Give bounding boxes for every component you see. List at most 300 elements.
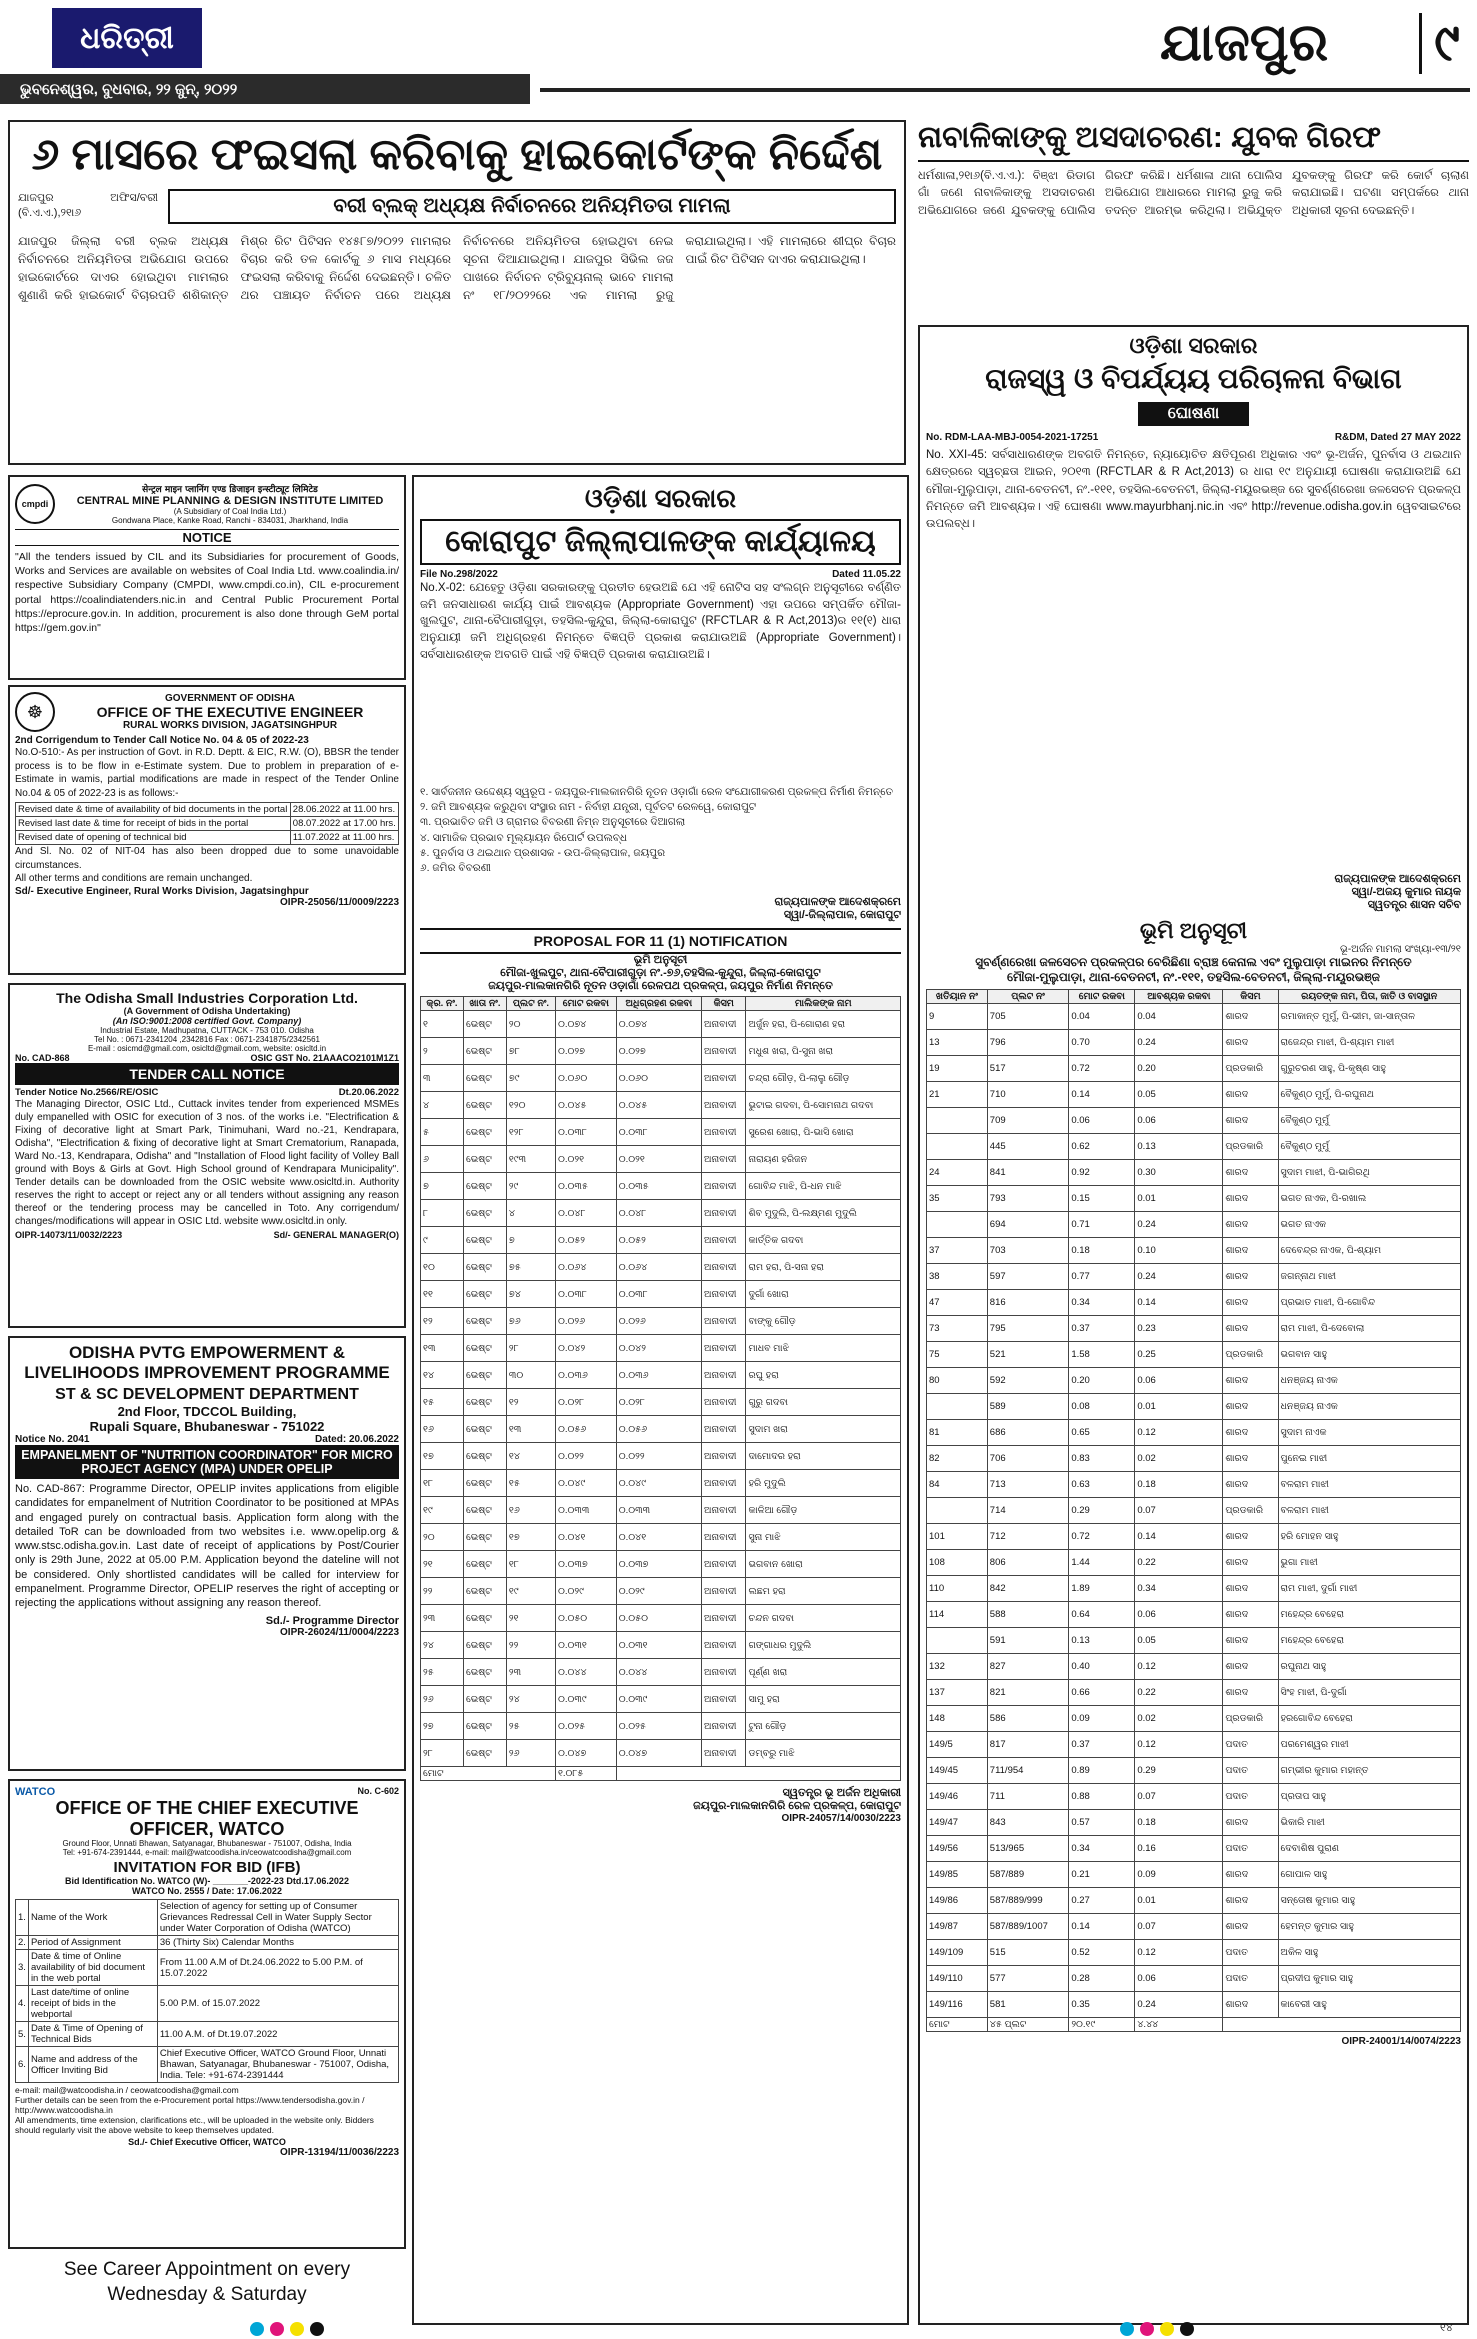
table-cell: 0.10 bbox=[1135, 1238, 1223, 1264]
table-row bbox=[927, 1394, 1461, 1420]
table-cell: ଭେଷ୍ଟ bbox=[463, 1065, 506, 1092]
watco-cell: 5.00 P.M. of 15.07.2022 bbox=[157, 1986, 398, 2022]
koraput-points bbox=[420, 785, 901, 876]
koraput-sign2: ସ୍ୱା/-ଜିଲ୍ଲାପାଳ, କୋରାପୁଟ bbox=[783, 909, 901, 922]
koraput-office: କୋରାପୁଟ ଜିଲ୍ଲାପାଳଙ୍କ କାର୍ଯ୍ୟାଳୟ bbox=[420, 519, 901, 565]
table-cell: 38 bbox=[927, 1264, 988, 1290]
table-cell: ଲଛମ ହରା bbox=[746, 1578, 901, 1605]
watco-addr: Ground Floor, Unnati Bhawan, Satyanagar, Bhubaneswar - 751007, Odisha, India bbox=[62, 1839, 352, 1849]
table-cell: ଅନାବାଦୀ bbox=[702, 1578, 746, 1605]
table-cell: ଭେଷ୍ଟ bbox=[463, 1713, 506, 1740]
table-cell: 589 bbox=[987, 1394, 1069, 1420]
table-cell: 149/109 bbox=[927, 1940, 988, 1966]
table-cell: ପଦାତ bbox=[1223, 1732, 1278, 1758]
table-cell: ବଳରାମ ମାଝୀ bbox=[1278, 1498, 1461, 1524]
table-row bbox=[421, 1011, 901, 1038]
black-dot bbox=[1180, 2322, 1194, 2336]
table-cell: ଭେଷ୍ଟ bbox=[463, 1497, 506, 1524]
table-row bbox=[421, 1173, 901, 1200]
table-cell: କାର୍ତ୍ତିକ ଗଦବା bbox=[746, 1227, 901, 1254]
revenue-col-header: ପ୍ଲଟ ନଂ bbox=[987, 990, 1069, 1004]
table-row bbox=[927, 1030, 1461, 1056]
table-cell: ଗୋପାଳ ସାହୁ bbox=[1278, 1862, 1461, 1888]
table-cell: ୦.୦୨୫ bbox=[616, 1713, 701, 1740]
watco-row bbox=[16, 1986, 399, 2022]
opelip-addr1: 2nd Floor, TDCCOL Building, bbox=[117, 1404, 297, 1419]
osic-date: Dt.20.06.2022 bbox=[338, 1087, 399, 1098]
table-cell: ୨୧ bbox=[506, 1605, 555, 1632]
koraput-dated: Dated 11.05.22 bbox=[832, 569, 901, 580]
table-cell: 521 bbox=[987, 1342, 1069, 1368]
table-cell: 0.21 bbox=[1069, 1862, 1135, 1888]
cmpdi-title: CENTRAL MINE PLANNING & DESIGN INSTITUTE LIMITED bbox=[76, 495, 384, 507]
table-cell: ୨୨ bbox=[506, 1632, 555, 1659]
table-cell: ୭୬ bbox=[506, 1308, 555, 1335]
table-cell: 587/889/1007 bbox=[987, 1914, 1069, 1940]
table-row bbox=[927, 1420, 1461, 1446]
table-cell: 0.52 bbox=[1069, 1940, 1135, 1966]
table-cell: ୨୪ bbox=[506, 1686, 555, 1713]
watco-cell: 4. bbox=[16, 1986, 29, 2022]
story-arrest bbox=[918, 120, 1469, 320]
table-cell: ୭୪ bbox=[506, 1281, 555, 1308]
table-cell: 0.28 bbox=[1069, 1966, 1135, 1992]
table-cell: ୦.୦୫୬ bbox=[616, 1416, 701, 1443]
table-row bbox=[927, 1108, 1461, 1134]
table-cell: ରମାକାନ୍ତ ମୁର୍ମୁ, ପି-ଭୀମ, ଜା-ସାନ୍ତାଳ bbox=[1278, 1004, 1461, 1030]
table-row bbox=[927, 1524, 1461, 1550]
table-cell: ଅନାବାଦୀ bbox=[702, 1038, 746, 1065]
table-cell: ୧୮ bbox=[421, 1470, 464, 1497]
top-rule bbox=[540, 88, 1470, 92]
table-row bbox=[421, 1038, 901, 1065]
table-cell: ପଦାତ bbox=[1223, 1966, 1278, 1992]
total-area: ୨୦.୧୯ bbox=[1069, 2018, 1135, 2032]
watco-cell: 36 (Thirty Six) Calendar Months bbox=[157, 1936, 398, 1950]
table-cell: ଭେଷ୍ଟ bbox=[463, 1416, 506, 1443]
table-cell: ପ୍ରଡକାରି bbox=[1223, 1342, 1278, 1368]
table-row bbox=[421, 1335, 901, 1362]
table-cell: 149/47 bbox=[927, 1810, 988, 1836]
table-cell: 0.30 bbox=[1135, 1160, 1223, 1186]
table-cell: ୫ bbox=[421, 1119, 464, 1146]
table-cell: ଅନାବାଦୀ bbox=[702, 1146, 746, 1173]
table-cell: ଅନାବାଦୀ bbox=[702, 1200, 746, 1227]
career-line2: Wednesday & Saturday bbox=[107, 2283, 307, 2305]
table-cell: ୦.୦୨୯ bbox=[616, 1578, 701, 1605]
table-cell: ଶାରଦ bbox=[1223, 1394, 1278, 1420]
table-row bbox=[927, 1342, 1461, 1368]
table-cell: 0.01 bbox=[1135, 1888, 1223, 1914]
table-cell: ୦.୦୨୬ bbox=[555, 1308, 616, 1335]
table-cell: ୮ bbox=[421, 1200, 464, 1227]
table-cell: ସୁଦାମ ଖରା bbox=[746, 1416, 901, 1443]
table-cell: 0.29 bbox=[1069, 1498, 1135, 1524]
watco-table bbox=[15, 1899, 399, 2083]
table-cell: ଜଗନ୍ନାଥ ମାଝୀ bbox=[1278, 1264, 1461, 1290]
table-cell: ଅନାବାଦୀ bbox=[702, 1443, 746, 1470]
table-cell: ଶାରଦ bbox=[1223, 1810, 1278, 1836]
table-row bbox=[421, 1281, 901, 1308]
revenue-sign3: ସ୍ୱତନ୍ତ୍ର ଶାସନ ସଚିବ bbox=[1367, 899, 1461, 911]
table-cell: ହରଗୋବିନ୍ଦ ବେହେରା bbox=[1278, 1706, 1461, 1732]
table-cell: 0.72 bbox=[1069, 1524, 1135, 1550]
table-cell: 0.25 bbox=[1135, 1342, 1223, 1368]
table-cell: ଅନାବାଦୀ bbox=[702, 1659, 746, 1686]
revenue-gov: ଓଡ଼ିଶା ସରକାର bbox=[1129, 333, 1258, 358]
table-cell: 149/116 bbox=[927, 1992, 988, 2018]
table-cell: ପ୍ରଡକାରି bbox=[1223, 1706, 1278, 1732]
table-row bbox=[927, 1472, 1461, 1498]
ee-sub: RURAL WORKS DIVISION, JAGATSINGHPUR bbox=[122, 720, 338, 731]
table-row bbox=[927, 1836, 1461, 1862]
revenue-notice bbox=[918, 325, 1469, 2325]
table-cell: ଶାରଦ bbox=[1223, 1576, 1278, 1602]
revenue-case-no: ଭୂ-ଅର୍ଜନ ମାମଲା ସଂଖ୍ୟା-୧୩/୨୧ bbox=[1339, 944, 1461, 955]
ee-corrigendum: 2nd Corrigendum to Tender Call Notice No. 04 & 05 of 2022-23 bbox=[15, 735, 309, 746]
table-cell: ୦.୦୪୮ bbox=[555, 1200, 616, 1227]
table-cell: ଭେଷ୍ଟ bbox=[463, 1308, 506, 1335]
revenue-col-header: ରୟତଙ୍କ ନାମ, ପିତା, ଜାତି ଓ ବାସସ୍ଥାନ bbox=[1278, 990, 1461, 1004]
revenue-ref: No. RDM-LAA-MBJ-0054-2021-17251 bbox=[926, 432, 1099, 443]
table-cell: ୦.୦୨୮ bbox=[555, 1389, 616, 1416]
table-cell: ୦.୦୪୧ bbox=[555, 1524, 616, 1551]
table-cell: ପ୍ରଡକାରି bbox=[1223, 1056, 1278, 1082]
table-cell: ୦.୦୩୫ bbox=[616, 1173, 701, 1200]
table-row bbox=[927, 1966, 1461, 1992]
table-cell: 588 bbox=[987, 1602, 1069, 1628]
table-cell: 149/5 bbox=[927, 1732, 988, 1758]
table-cell: କାବେରୀ ସାହୁ bbox=[1278, 1992, 1461, 2018]
table-cell: ୧୪ bbox=[506, 1443, 555, 1470]
table-cell: ୧ bbox=[421, 1011, 464, 1038]
revenue-schedule-title: ଭୂମି ଅନୁସୂଚୀ bbox=[1139, 918, 1248, 943]
table-cell: 0.13 bbox=[1069, 1628, 1135, 1654]
total-label: ମୋଟ bbox=[927, 2018, 988, 2032]
table-cell: ବୈକୁଣ୍ଠ ମୁର୍ମୁ bbox=[1278, 1134, 1461, 1160]
koraput-file: File No.298/2022 bbox=[420, 569, 498, 580]
ee-row bbox=[16, 831, 399, 845]
table-cell: ଶାରଦ bbox=[1223, 1238, 1278, 1264]
table-cell: ଭଗତ ନାଏକ, ପି-ରଖାଲ bbox=[1278, 1186, 1461, 1212]
table-cell: ୦.୦୨୨ bbox=[616, 1443, 701, 1470]
table-cell: ୦.୦୪୫ bbox=[616, 1092, 701, 1119]
table-cell: ଗୁରୁ ଗଦବା bbox=[746, 1389, 901, 1416]
table-cell: ୦.୦୩୧ bbox=[616, 1632, 701, 1659]
table-cell: ଭେଷ୍ଟ bbox=[463, 1173, 506, 1200]
table-cell: ୭୮ bbox=[506, 1038, 555, 1065]
revenue-oipr: OIPR-24001/14/0074/2223 bbox=[1341, 2036, 1461, 2047]
table-cell: 817 bbox=[987, 1732, 1069, 1758]
koraput-col-header: କିସମ bbox=[702, 997, 746, 1011]
table-cell: 0.37 bbox=[1069, 1316, 1135, 1342]
black-dot bbox=[310, 2322, 324, 2336]
table-cell: ୨୧ bbox=[421, 1551, 464, 1578]
watco-cell: Period of Assignment bbox=[28, 1936, 157, 1950]
table-cell: 0.20 bbox=[1135, 1056, 1223, 1082]
watco-ifb: INVITATION FOR BID (IFB) bbox=[113, 1859, 301, 1877]
watco-cell: Date & time of Online availability of bid document in the web portal bbox=[28, 1950, 157, 1986]
total-blank bbox=[1223, 2018, 1461, 2032]
table-row bbox=[421, 1713, 901, 1740]
koraput-gov: ଓଡ଼ିଶା ସରକାର bbox=[584, 483, 737, 513]
table-cell: 0.15 bbox=[1069, 1186, 1135, 1212]
story-headline: ୬ ମାସରେ ଫଇସଲା କରିବାକୁ ହାଇକୋର୍ଟଙ୍କ ନିର୍ଦ୍ଦେଶ bbox=[31, 130, 883, 179]
registration-marks-left bbox=[250, 2322, 324, 2336]
table-cell: ୧୯୩ bbox=[506, 1146, 555, 1173]
table-cell: ପଦାତ bbox=[1223, 1758, 1278, 1784]
table-cell: ଅନାବାଦୀ bbox=[702, 1308, 746, 1335]
table-cell: 137 bbox=[927, 1680, 988, 1706]
table-cell: 577 bbox=[987, 1966, 1069, 1992]
table-cell: ସନ୍ତୋଷ କୁମାର ସାହୁ bbox=[1278, 1888, 1461, 1914]
cmpdi-addr: Gondwana Place, Kanke Road, Ranchi - 834031, Jharkhand, India bbox=[111, 516, 349, 525]
table-cell: 0.01 bbox=[1135, 1186, 1223, 1212]
table-cell: ୦.୦୪୨ bbox=[555, 1335, 616, 1362]
table-cell: 0.66 bbox=[1069, 1680, 1135, 1706]
table-cell: 843 bbox=[987, 1810, 1069, 1836]
story-highcourt bbox=[8, 120, 906, 465]
osic-body: The Managing Director, OSIC Ltd., Cuttack invites tender from experienced MSMEs duly empanelled with OSIC for execution of 3 nos. of the works i.e. "Electrification & Fixing of decorative light at Smart Park, Tinimuhani, Ward no.-21, Kendrapara, Odisha", "Electrification & fixing of decorative light at Smart Crematorium, Ranapada, Ward No.-13, Kendrapara, Odisha" and "Installation of Flood light facility of Volley Ball ground with Boys & Girls at Govt. High School ground of Kendrapara Municipality". Tender details can be downloaded from the OSIC website www.osicltd.in. Authority reserves the right to accept or reject any or all tenders without assigning any reason thereof or the tendering process may be cancelled in Toto. Any corrigendum/ changes/modifications will appear in OSIC Ltd. website www.osicltd.in only. bbox=[15, 1099, 399, 1227]
table-cell: 586 bbox=[987, 1706, 1069, 1732]
table-cell: ଅନାବାଦୀ bbox=[702, 1713, 746, 1740]
table-cell: ୧୯ bbox=[506, 1578, 555, 1605]
table-cell: ରାମ ମାଝୀ, ପି-ଦେବୋଲା bbox=[1278, 1316, 1461, 1342]
table-cell: 0.62 bbox=[1069, 1134, 1135, 1160]
opelip-oipr: OIPR-26024/11/0004/2223 bbox=[280, 1626, 399, 1638]
table-cell: ୦.୦୩୭ bbox=[555, 1551, 616, 1578]
table-cell bbox=[927, 1628, 988, 1654]
yellow-dot bbox=[290, 2322, 304, 2336]
table-row bbox=[927, 1550, 1461, 1576]
table-cell: ଭଗବାନ ଖୋରା bbox=[746, 1551, 901, 1578]
page-number: ୯ bbox=[1419, 13, 1460, 74]
osic-band: TENDER CALL NOTICE bbox=[15, 1063, 399, 1085]
table-cell: 84 bbox=[927, 1472, 988, 1498]
koraput-sign: ରାଜ୍ୟପାଳଙ୍କ ଆଦେଶକ୍ରମେ bbox=[774, 896, 901, 909]
koraput-project: ଜୟପୁର-ମାଲକାନଗିରି ନୂତନ ଓଡ଼ାଗାଁ ରେଳପଥ ପ୍ରକଳ୍ପ, ଜୟପୁର ନିର୍ମାଣ ନିମନ୍ତେ bbox=[488, 980, 833, 993]
table-row bbox=[421, 1389, 901, 1416]
table-cell: ଅନାବାଦୀ bbox=[702, 1605, 746, 1632]
table-cell: 592 bbox=[987, 1368, 1069, 1394]
table-cell: ପ୍ରଭାତ ମାଝୀ, ପି-ଗୋବିନ୍ଦ bbox=[1278, 1290, 1461, 1316]
table-cell: 9 bbox=[927, 1004, 988, 1030]
table-cell: ମଧୁଶ ଖରା, ପି-ସୁନା ଖରା bbox=[746, 1038, 901, 1065]
table-cell: 0.07 bbox=[1135, 1784, 1223, 1810]
table-cell: 0.63 bbox=[1069, 1472, 1135, 1498]
page-mark: ୧୪ bbox=[1440, 2322, 1453, 2334]
odisha-emblem-icon: ☸ bbox=[15, 692, 55, 732]
table-cell: ଅନାବାଦୀ bbox=[702, 1119, 746, 1146]
table-cell: ୦.୦୪୪ bbox=[616, 1659, 701, 1686]
table-cell: ଅନାବାଦୀ bbox=[702, 1011, 746, 1038]
table-cell: ଭଗବାନ ସାହୁ bbox=[1278, 1342, 1461, 1368]
table-cell: 0.14 bbox=[1069, 1082, 1135, 1108]
table-cell: 445 bbox=[987, 1134, 1069, 1160]
table-cell: ୦.୦୪୯ bbox=[555, 1470, 616, 1497]
table-cell: ସୁଦାମ ମାଝୀ, ପି-ଭାଗିରଥି bbox=[1278, 1160, 1461, 1186]
table-cell: ୨୩ bbox=[421, 1605, 464, 1632]
ee-body: No.O-510:- As per instruction of Govt. in R.D. Deptt. & EIC, R.W. (O), BBSR the tender process is to be flow in e-Estimate system. Due to problem in preparation of e-Estimate in wamis, partial modifications are made in respect of the Tender Online No.04 & 05 of 2022-23 is as follows:- bbox=[15, 747, 399, 799]
table-cell: ଅନାବାଦୀ bbox=[702, 1686, 746, 1713]
table-cell: ଗୋବିନ୍ଦ ମାଝି, ପି-ଧନ ମାଝି bbox=[746, 1173, 901, 1200]
table-cell: 0.34 bbox=[1069, 1836, 1135, 1862]
table-cell: ୨୯ bbox=[506, 1173, 555, 1200]
watco-tel: Tel: +91-674-2391444, e-mail: mail@watcoodisha.in/ceowatcoodisha@gmail.com bbox=[62, 1848, 352, 1858]
table-cell: ଭେଷ୍ଟ bbox=[463, 1605, 506, 1632]
table-row bbox=[927, 1212, 1461, 1238]
table-cell: ପଦାତ bbox=[1223, 1784, 1278, 1810]
table-cell: ୦.୦୩୮ bbox=[555, 1281, 616, 1308]
table-row bbox=[421, 1686, 901, 1713]
osic-no: No. CAD-868 bbox=[15, 1053, 70, 1063]
table-cell: 114 bbox=[927, 1602, 988, 1628]
revenue-col-header: କିସମ bbox=[1223, 990, 1278, 1004]
table-cell: 821 bbox=[987, 1680, 1069, 1706]
koraput-mouza: ମୌଜା-ଖୁଲପୁଟ, ଥାନା-ବୈପାରୀଗୁଡ଼ା ନଂ.-୭୬,ତହସିଲ-କୁନ୍ଦୁରା, ଜିଲ୍ଲା-କୋରାପୁଟ bbox=[500, 967, 821, 980]
table-cell: 714 bbox=[987, 1498, 1069, 1524]
total-required: ୪.୪୪ bbox=[1135, 2018, 1223, 2032]
table-cell: 0.57 bbox=[1069, 1810, 1135, 1836]
table-cell: ୧୨୮ bbox=[506, 1119, 555, 1146]
table-cell: ବଳରାମ ମାଝୀ bbox=[1278, 1472, 1461, 1498]
table-cell: ଅନାବାଦୀ bbox=[702, 1470, 746, 1497]
revenue-dept: ରାଜସ୍ୱ ଓ ବିପର୍ଯ୍ୟୟ ପରିଚାଳନା ବିଭାଗ bbox=[985, 363, 1402, 394]
table-cell: ଶାରଦ bbox=[1223, 1472, 1278, 1498]
table-cell: ୭ bbox=[506, 1227, 555, 1254]
table-cell: ଅନାବାଦୀ bbox=[702, 1551, 746, 1578]
watco-sign: Sd./- Chief Executive Officer, WATCO bbox=[128, 2137, 286, 2148]
table-cell: ହରି ମୁଦୁଲି bbox=[746, 1470, 901, 1497]
table-cell: ଗଙ୍ଗାଧର ମୁଦୁଲି bbox=[746, 1632, 901, 1659]
watco-cell: 11.00 A.M. of Dt.19.07.2022 bbox=[157, 2022, 398, 2047]
table-cell: 694 bbox=[987, 1212, 1069, 1238]
table-cell: 0.14 bbox=[1069, 1914, 1135, 1940]
koraput-total: ୧.୦୮୫ bbox=[555, 1767, 616, 1781]
table-cell: ନାରାୟଣ ହରିଜନ bbox=[746, 1146, 901, 1173]
table-cell: ୦.୦୪୪ bbox=[555, 1659, 616, 1686]
table-cell: ଅନାବାଦୀ bbox=[702, 1092, 746, 1119]
table-cell: 0.18 bbox=[1069, 1238, 1135, 1264]
table-cell: ପୂର୍ଣ୍ଣ ଖରା bbox=[746, 1659, 901, 1686]
table-cell: ୪ bbox=[421, 1092, 464, 1119]
table-cell: 0.09 bbox=[1135, 1862, 1223, 1888]
table-cell: ଅନାବାଦୀ bbox=[702, 1227, 746, 1254]
table-cell: ୧୬ bbox=[506, 1497, 555, 1524]
table-cell: 0.34 bbox=[1135, 1576, 1223, 1602]
table-cell: ଭୁଗା ମାଝୀ bbox=[1278, 1550, 1461, 1576]
table-cell: 0.35 bbox=[1069, 1992, 1135, 2018]
table-cell: ଭେଷ୍ଟ bbox=[463, 1362, 506, 1389]
koraput-col-header: ମୋଟ ରକବା bbox=[555, 997, 616, 1011]
table-cell: ୬ bbox=[421, 1146, 464, 1173]
table-cell: ଅନାବାଦୀ bbox=[702, 1632, 746, 1659]
table-cell: 0.70 bbox=[1069, 1030, 1135, 1056]
story2-headline: ନାବାଳିକାଙ୍କୁ ଅସଦାଚରଣ: ଯୁବକ ଗିରଫ bbox=[918, 120, 1469, 162]
table-cell: ଶାରଦ bbox=[1223, 1446, 1278, 1472]
table-cell: 0.89 bbox=[1069, 1758, 1135, 1784]
table-cell: ୩୦ bbox=[506, 1362, 555, 1389]
table-cell: ୨୬ bbox=[421, 1686, 464, 1713]
revenue-col-header: ଖତିୟାନ ନଂ bbox=[927, 990, 988, 1004]
table-cell: ୦.୦୬୦ bbox=[555, 1065, 616, 1092]
revenue-body: No. XXI-45: ସର୍ବସାଧାରଣଙ୍କ ଅବଗତି ନିମନ୍ତେ, ନ୍ୟାୟୋଚିତ କ୍ଷତିପୂରଣ ଅଧିକାର ଏବଂ ଭୂ-ଅର୍ଜନ, ପୁନର୍ବାସ ଓ ଥଇଥାନ କ୍ଷେତ୍ରରେ ସ୍ୱଚ୍ଛତା ଆଇନ, ୨୦୧୩ (RFCTLAR & R Act,2013) ର ଧାରା ୧୯ ଅନୁଯାୟୀ ଘୋଷଣା କରାଯାଉଅଛି ଯେ ମୌଜା-ମୁଲୁପାଡ଼ା, ଥାନା-ବେତନଟୀ, ନଂ.-୧୧୧, ତହସିଲ-ବେତନଟୀ, ଜିଲ୍ଲା-ମୟୂରଭଞ୍ଜ ରେ ସୁବର୍ଣ୍ଣରେଖା ଜଳସେଚନ ପ୍ରକଳ୍ପ ନିମନ୍ତେ ଜମି ଆବଶ୍ୟକ। ଏହି ଘୋଷଣା www.mayurbhanj.nic.in ଏବଂ http://revenue.odisha.gov.in ୱେବସାଇଟରେ ଉପଲବ୍ଧ। bbox=[926, 449, 1461, 530]
revenue-project: ସୁବର୍ଣ୍ଣରେଖା ଜଳସେଚନ ପ୍ରକଳ୍ପର ବେରିଛିଣା ବ୍ରାଞ୍ଚ କେନାଲ ଏବଂ ମୁଲୁପାଡ଼ା ମାଇନର ନିମନ୍ତେ bbox=[975, 955, 1412, 969]
table-cell: 148 bbox=[927, 1706, 988, 1732]
watco-notice bbox=[8, 1779, 406, 2249]
table-cell: 75 bbox=[927, 1342, 988, 1368]
table-cell: ରାଜେନ୍ଦ୍ର ମାଝୀ, ପି-ଶ୍ୟାମ ମାଝୀ bbox=[1278, 1030, 1461, 1056]
table-cell: 0.18 bbox=[1135, 1810, 1223, 1836]
table-cell: 0.23 bbox=[1135, 1316, 1223, 1342]
koraput-col-header: ପ୍ଲଟ ନଂ. bbox=[506, 997, 555, 1011]
table-cell: ଭେଷ୍ଟ bbox=[463, 1740, 506, 1767]
table-cell: 0.05 bbox=[1135, 1628, 1223, 1654]
table-cell: ୨୭ bbox=[421, 1713, 464, 1740]
osic-sub2: (An ISO:9001:2008 certified Govt. Company) bbox=[112, 1016, 302, 1026]
opelip-title: ODISHA PVTG EMPOWERMENT & LIVELIHOODS IMPROVEMENT PROGRAMME bbox=[24, 1343, 390, 1382]
career-line1: See Career Appointment on every bbox=[63, 2259, 351, 2280]
table-cell: ୦.୦୨୭ bbox=[555, 1038, 616, 1065]
table-cell: 0.22 bbox=[1135, 1680, 1223, 1706]
table-cell: ଗୁରୁଚରଣ ସାହୁ, ପି-କୃଷ୍ଣ ସାହୁ bbox=[1278, 1056, 1461, 1082]
table-cell: 0.06 bbox=[1135, 1368, 1223, 1394]
table-cell bbox=[927, 1394, 988, 1420]
table-cell: ୦.୦୪୭ bbox=[555, 1740, 616, 1767]
table-cell: ଭେଷ୍ଟ bbox=[463, 1686, 506, 1713]
table-cell: 0.37 bbox=[1069, 1732, 1135, 1758]
revenue-dated: R&DM, Dated 27 MAY 2022 bbox=[1334, 432, 1461, 443]
koraput-col-header: ଖାତା ନଂ. bbox=[463, 997, 506, 1011]
table-cell: ଶାରଦ bbox=[1223, 1030, 1278, 1056]
osic-notice bbox=[8, 983, 406, 1328]
table-cell: 806 bbox=[987, 1550, 1069, 1576]
table-row bbox=[421, 1578, 901, 1605]
table-cell: ୨୫ bbox=[421, 1659, 464, 1686]
table-cell: ୦.୦୪୯ bbox=[616, 1470, 701, 1497]
watco-cell: 2. bbox=[16, 1936, 29, 1950]
table-cell: 35 bbox=[927, 1186, 988, 1212]
table-cell: 110 bbox=[927, 1576, 988, 1602]
table-cell: ଟୁନା ଗୌଡ଼ bbox=[746, 1713, 901, 1740]
table-cell: ୧୬ bbox=[421, 1416, 464, 1443]
table-cell: 0.16 bbox=[1135, 1836, 1223, 1862]
koraput-point: ୧. ସାର୍ବଜନୀନ ଉଦ୍ଦେଶ୍ୟ ସ୍ୱରୂପ - ଜୟପୁର-ମାଲକାନଗିରି ନୂତନ ଓଡ଼ାଗାଁ ରେଳ ସଂଯୋଗୀକରଣ ପ୍ରକଳ୍ପ ନିର୍ମାଣ ନିମନ୍ତେ bbox=[420, 786, 894, 798]
table-cell: ସିଂହ ମାଝୀ, ପି-ଦୁର୍ଗା bbox=[1278, 1680, 1461, 1706]
table-cell: ଭେଷ୍ଟ bbox=[463, 1659, 506, 1686]
table-cell: 0.01 bbox=[1135, 1394, 1223, 1420]
table-cell: 0.12 bbox=[1135, 1420, 1223, 1446]
table-cell: 0.07 bbox=[1135, 1498, 1223, 1524]
table-row bbox=[421, 1092, 901, 1119]
table-cell: 0.04 bbox=[1069, 1004, 1135, 1030]
table-cell: 587/889 bbox=[987, 1862, 1069, 1888]
ee-sign: Sd/- Executive Engineer, Rural Works Division, Jagatsinghpur bbox=[15, 885, 309, 897]
opelip-date: Dated: 20.06.2022 bbox=[315, 1434, 399, 1445]
table-cell: ବାଙ୍କୁ ଗୌଡ଼ bbox=[746, 1308, 901, 1335]
table-cell: ୦.୦୨୧ bbox=[616, 1146, 701, 1173]
table-cell: ସୁନା ମାଝି bbox=[746, 1524, 901, 1551]
table-cell: 587/889/999 bbox=[987, 1888, 1069, 1914]
table-row bbox=[927, 1992, 1461, 2018]
table-cell: ରଘୁନାଥ ସାହୁ bbox=[1278, 1654, 1461, 1680]
table-cell: ୨୫ bbox=[506, 1713, 555, 1740]
table-cell: 0.24 bbox=[1135, 1264, 1223, 1290]
table-row bbox=[927, 1186, 1461, 1212]
table-cell: 0.29 bbox=[1135, 1758, 1223, 1784]
table-cell: ୦.୦୩୬ bbox=[555, 1362, 616, 1389]
table-cell: ଶାରଦ bbox=[1223, 1290, 1278, 1316]
